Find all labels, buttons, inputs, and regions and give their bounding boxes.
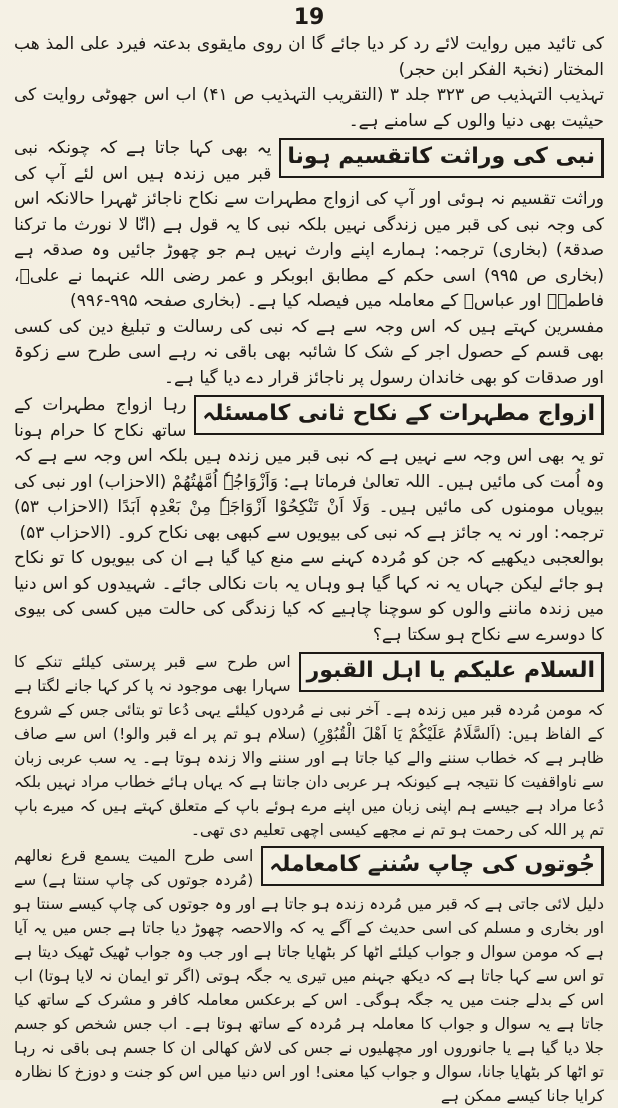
section-text-salam: اس طرح سے قبر پرستی کیلئے تنکے کا سہارا بھی موجود نہ پا کر کہا جانے لگتا ہے کہ مومن مُردہ قبر میں زندہ ہے۔ آخر نبی نے مُردوں کیلئے یہی دُعا تو بتائی جس کے شروع کے الفاظ ہیں: (اَلسَّلَامُ عَلَیْکُمْ یَا اَھْلَ الْقُبُوْرِ) (سلام ہو تم پر اے قبر والو!) اس سے صاف ظاہر ہے کہ خطاب سننے والے کیا جاتا ہے اور سننے والا زندہ ہوتا ہے۔ یہ سب عربی زبان سے ناواقفیت کا نتیجہ ہے کیونکہ ہر عربی دان جانتا ہے کہ یہاں ہائے خطاب مراد نہیں بلکہ دُعا مراد ہے جیسے ہم اپنی زبان میں اپنے مرے ہوئے باپ کے متعلق کہتے ہیں کہ میرے باپ تم پر اللہ کی رحمت ہو تم نے مجھے کیسی اچھی تعلیم دی تھی۔ <box>14 653 604 839</box>
section-text-wives-2: بوالعجبی دیکھیے کہ جن کو مُردہ کہنے سے منع کیا گیا ہے ان کی بیویوں کا تو نکاح ہو جائے لیکن جہاں یہ نہ کہا گیا ہو وہاں یہ بات نکالی جائے۔ شہیدوں کو اس دنیا میں زندہ ماننے والوں کو سوچنا چاہیے کہ کیا زندگی کی حالت میں کسی کی بیوی کا دوسرے سے نکاح ہو سکتا ہے؟ <box>14 548 604 645</box>
section-text-inheritance: یہ بھی کہا جاتا ہے کہ چونکہ نبی قبر میں زندہ ہیں اس لئے آپ کی وراثت تقسیم نہ ہوئی اور آپ کی ازواج مطہرات سے نکاح ناجائز ٹھہرا حالانکہ اس کی وجہ نبی کی قبر میں زندگی نہیں بلکہ نبی کا یہ قول ہے (انّا لا نورث ما ترکنا صدقۃ) (بخاری) ترجمہ: ہمارے اپنے وارث نہیں ہم جو چھوڑ جائیں وہ صدقہ ہے (بخاری ص ۹۹۵) اسی حکم کے مطابق ابوبکر و عمر رضی اللہ عنہما نے علیؓ، فاطمہؓ اور عباسؓ کے معاملہ میں فیصلہ کیا ہے۔ (بخاری صفحہ ۹۹۵-۹۹۶) <box>14 138 604 311</box>
section-text-wives: رہا ازواج مطہرات کے ساتھ نکاح کا حرام ہونا تو یہ بھی اس وجہ سے نہیں ہے کہ نبی قبر میں زندہ ہیں بلکہ اس وجہ سے ہے کہ وہ اُمت کی مائیں ہیں۔ اللہ تعالیٰ فرماتا ہے: وَاَزْوَاجُہٗ اُمَّھٰتُھُمْ (الاحزاب) اور نبی کی بیویاں مومنوں کی مائیں ہیں۔ وَلَا اَنْ تَنْکِحُوْا اَزْوَاجَہٗ مِنْ بَعْدِہٖ اَبَدًا (الاحزاب ۵۳) ترجمہ: اور نہ یہ جائز ہے کہ نبی کی بیویوں سے کبھی بھی نکاح کرو۔ (الاحزاب ۵۳) <box>14 395 604 543</box>
section-heading-wives: ازواج مطہرات کے نکاح ثانی کامسئلہ <box>194 395 604 435</box>
section-salam-graves <box>14 650 604 842</box>
section-heading-inheritance: نبی کی وراثت کاتقسیم ہونا <box>279 138 604 178</box>
intro-line-2: تہذیب التہذیب ص ۳۲۳ جلد ۳ (التقریب التہذیب ص ۴۱) اب اس جھوٹی روایت کی حیثیت بھی دنیا والوں کے سامنے ہے۔ <box>14 85 605 131</box>
section-text-inheritance-2: مفسرین کہتے ہیں کہ اس وجہ سے ہے کہ نبی کی رسالت و تبلیغ دین کی کسی بھی قسم کے حصول اجر کے شک کا شائبہ بھی باقی نہ رہے اسی طرح سے زکوۃ اور صدقات کو بھی خاندان رسول پر ناجائز قرار دے دیا گیا ہے۔ <box>14 316 604 388</box>
section-prophet-inheritance <box>14 136 604 315</box>
section-shoe-steps <box>14 844 604 1108</box>
section-heading-salam: السلام علیکم یا اہل القبور <box>299 652 604 692</box>
section-heading-shoes: جُوتوں کی چاپ سُننے کامعاملہ <box>261 846 604 886</box>
intro-line-1: کی تائید میں روایت لائے رد کر دیا جائے گا ان روی مایقوی بدعتہ فیرد علی المذ ھب المختار (نخبۃ الفکر ابن حجر) <box>14 34 604 80</box>
section-wives-remarriage <box>14 393 604 546</box>
section-text-shoes: اسی طرح المیت یسمع قرع نعالھم (مُردہ جوتوں کی چاپ سنتا ہے) سے دلیل لائی جاتی ہے کہ قبر میں مُردہ زندہ ہو جاتا ہے اور وہ جوتوں کی چاپ کیسے سنتا ہو اور بخاری و مسلم کی اسی حدیث کے آگے یہ کہ والاحصہ چھوڑ دیا جاتا ہے جس میں یہ آیا ہے کہ مومن سوال و جواب کیلئے اٹھا کر بٹھایا جاتا ہے اور جب وہ جواب ٹھیک ٹھیک دیتا ہے تو اس سے کہا جاتا ہے کہ دیکھ جہنم میں تیری یہ جگہ ہوتی (اگر تو ایمان نہ لایا ہوتا) اب اس کے بدلے جنت میں یہ جگہ ہوگی۔ اس کے برعکس معاملہ کافر و مشرک کے ساتھ کیا جاتا ہے یہ سوال و جواب کا معاملہ ہر مُردہ کے ساتھ ہوتا ہے۔ اب جس شخص کو جسم جلا دیا گیا ہے یا جانوروں اور مچھلیوں نے جس کی لاش کھالی ان کا جسم ہی باقی نہ رہا تو اٹھا کر بٹھایا جانا، سوال و جواب کیا معنی! اور اس دنیا میں اس کو جنت و دوزخ کا نظارہ کرایا جانا کیسے ممکن ہے <box>14 847 604 1105</box>
page-number: 19 <box>293 5 325 30</box>
